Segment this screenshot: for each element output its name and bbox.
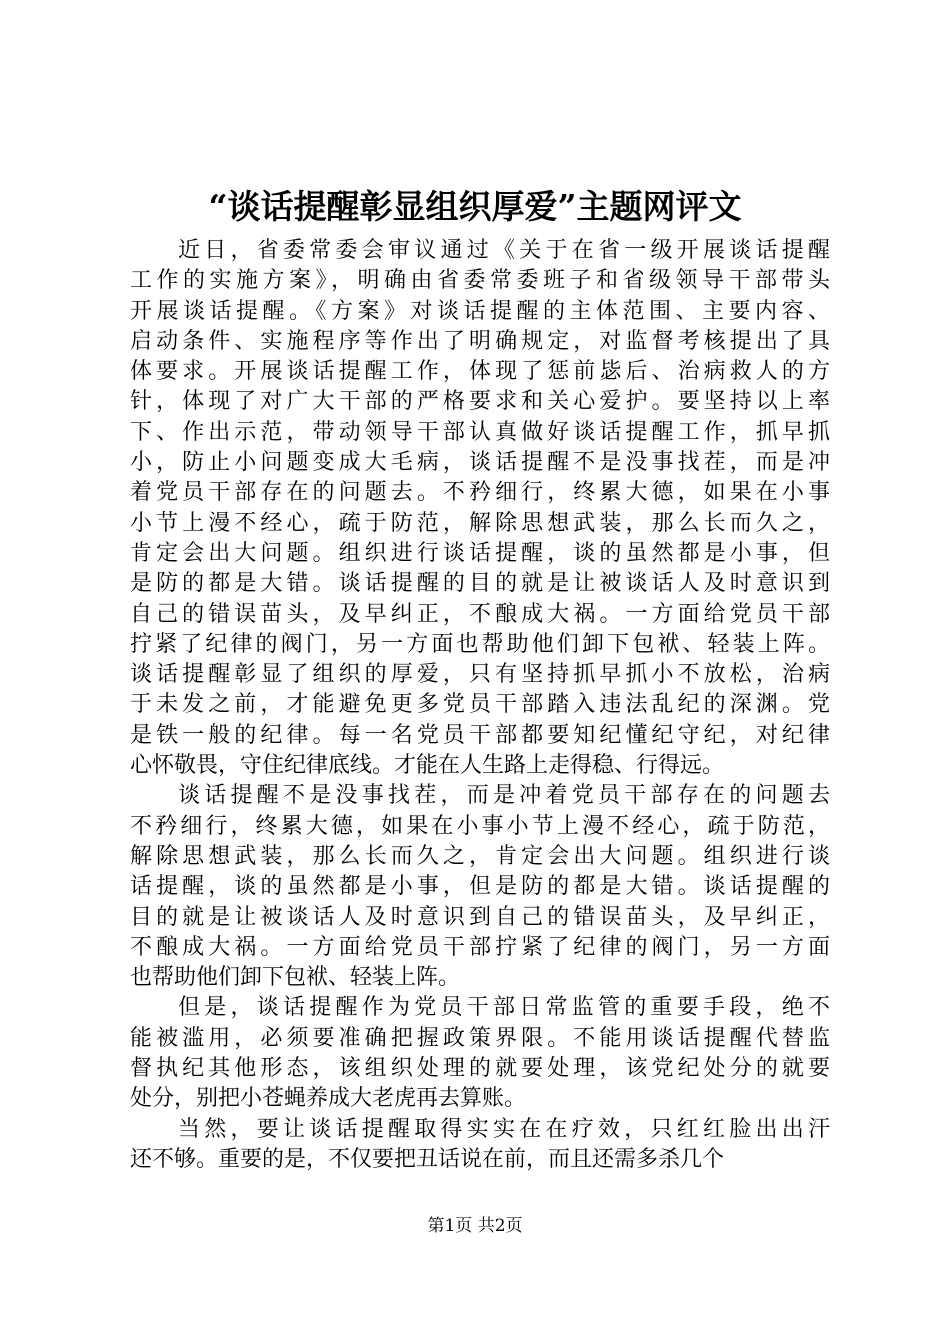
paragraph-line: 小，防止小问题变成大毛病，谈话提醒不是没事找茬，而是冲 xyxy=(130,450,830,476)
paragraph xyxy=(130,993,830,1114)
paragraph-line: 小节上漫不经心，疏于防范，解除思想武装，那么长而久之， xyxy=(130,510,830,536)
paragraph-line: 近日，省委常委会审议通过《关于在省一级开展谈话提醒 xyxy=(178,238,830,263)
paragraph-line: 拧紧了纪律的阀门，另一方面也帮助他们卸下包袱、轻装上阵。 xyxy=(130,631,830,657)
paragraph-line: 当然，要让谈话提醒取得实实在在疗效，只红红脸出出汗 xyxy=(178,1116,830,1142)
paragraph-line: 也帮助他们卸下包袱、轻装上阵。 xyxy=(130,965,461,991)
paragraph-line: 工作的实施方案》，明确由省委常委班子和省级领导干部带头 xyxy=(130,268,830,294)
paragraph-line: 针，体现了对广大干部的严格要求和关心爱护。要坚持以上率 xyxy=(130,389,830,415)
paragraph-line: 自己的错误苗头，及早纠正，不酿成大祸。一方面给党员干部 xyxy=(130,601,830,627)
paragraph-line: 谈话提醒彰显了组织的厚爱，只有坚持抓早抓小不放松，治病 xyxy=(130,662,830,688)
paragraph-line: 处分，别把小苍蝇养成大老虎再去算账。 xyxy=(130,1086,527,1112)
paragraph-line: 谈话提醒不是没事找茬，而是冲着党员干部存在的问题去 xyxy=(178,783,830,809)
page-footer: 第1页 共2页 xyxy=(427,1216,523,1236)
paragraph-line: 心怀敬畏，守住纪律底线。才能在人生路上走得稳、行得远。 xyxy=(130,753,725,779)
paragraph-line: 但是，谈话提醒作为党员干部日常监管的重要手段，绝不 xyxy=(178,995,830,1021)
paragraph xyxy=(130,781,830,993)
paragraph-line: 能被滥用，必须要准确把握政策界限。不能用谈话提醒代替监 xyxy=(130,1025,830,1051)
paragraph xyxy=(130,1115,830,1176)
paragraph-line: 是铁一般的纪律。每一名党员干部都要知纪懂纪守纪，对纪律 xyxy=(130,722,830,748)
paragraph-line: 是防的都是大错。谈话提醒的目的就是让被谈话人及时意识到 xyxy=(130,571,830,597)
paragraph-line: 目的就是让被谈话人及时意识到自己的错误苗头，及早纠正， xyxy=(130,904,830,930)
paragraph-line: 启动条件、实施程序等作出了明确规定，对监督考核提出了具 xyxy=(130,328,830,354)
paragraph-line: 还不够。重要的是，不仅要把丑话说在前，而且还需多杀几个 xyxy=(130,1146,725,1172)
paragraph-line: 肯定会出大问题。组织进行谈话提醒，谈的虽然都是小事，但 xyxy=(130,540,830,566)
document-title: “谈话提醒彰显组织厚爱”主题网评文 xyxy=(208,187,742,226)
paragraph-line: 着党员干部存在的问题去。不矜细行，终累大德，如果在小事 xyxy=(130,480,830,506)
paragraph-line: 下、作出示范，带动领导干部认真做好谈话提醒工作，抓早抓 xyxy=(130,419,830,445)
paragraph-line: 话提醒，谈的虽然都是小事，但是防的都是大错。谈话提醒的 xyxy=(130,874,830,900)
paragraph-line: 体要求。开展谈话提醒工作，体现了惩前毖后、治病救人的方 xyxy=(130,359,830,385)
paragraph-line: 于未发之前，才能避免更多党员干部踏入违法乱纪的深渊。党 xyxy=(130,692,830,718)
document-body xyxy=(130,236,830,1175)
paragraph xyxy=(130,236,830,781)
paragraph-line: 督执纪其他形态，该组织处理的就要处理，该党纪处分的就要 xyxy=(130,1056,830,1082)
paragraph-line: 解除思想武装，那么长而久之，肯定会出大问题。组织进行谈 xyxy=(130,843,830,869)
paragraph-line: 不酿成大祸。一方面给党员干部拧紧了纪律的阀门，另一方面 xyxy=(130,934,830,960)
paragraph-line: 开展谈话提醒。《方案》对谈话提醒的主体范围、主要内容、 xyxy=(130,298,830,324)
paragraph-line: 不矜细行，终累大德，如果在小事小节上漫不经心，疏于防范， xyxy=(130,813,830,839)
